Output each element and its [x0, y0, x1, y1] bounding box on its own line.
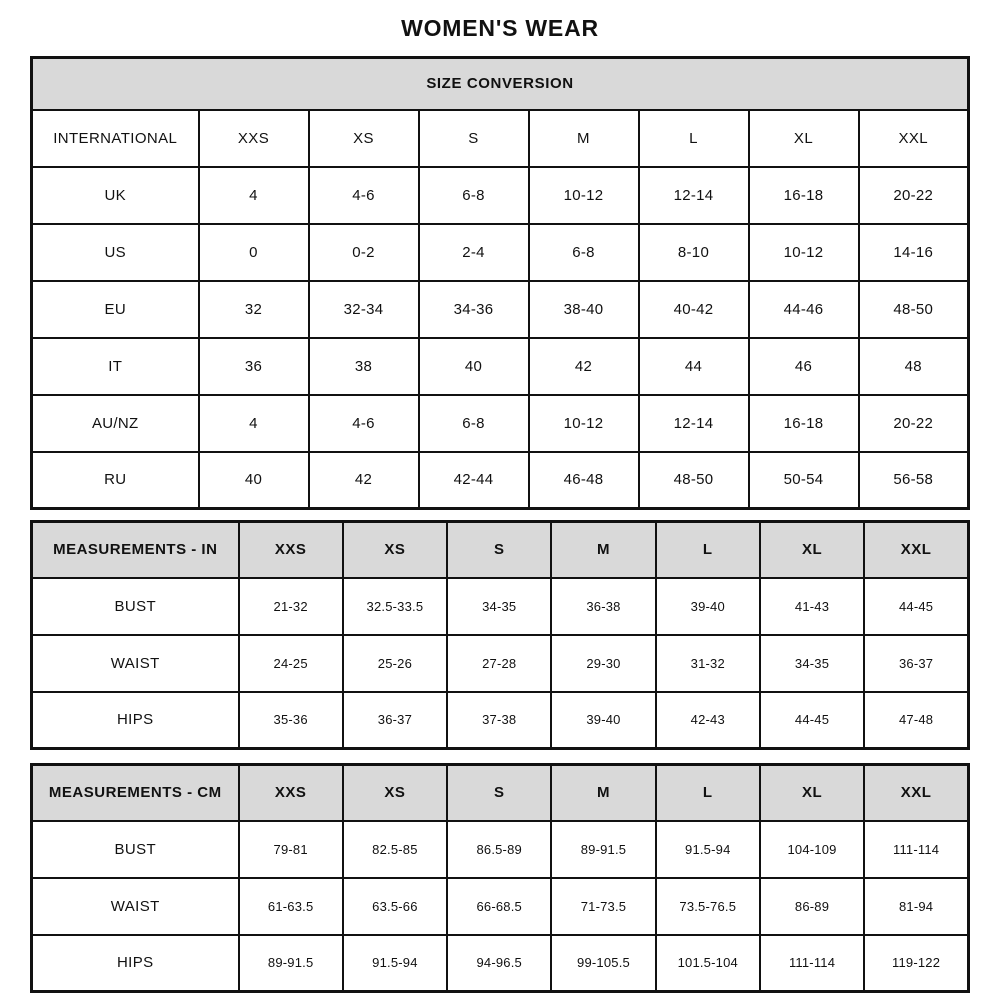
table-cell: 36 [199, 338, 309, 395]
table-cell: 2-4 [419, 224, 529, 281]
table-cell: 42 [309, 452, 419, 509]
column-header-row [32, 110, 969, 167]
table-row [32, 338, 969, 395]
measurements-cm-body [32, 821, 969, 992]
row-label: BUST [32, 821, 239, 878]
table-cell: 36-37 [343, 692, 447, 749]
table-cell: 36-37 [864, 635, 968, 692]
table-cell: 12-14 [639, 167, 749, 224]
table-cell: 63.5-66 [343, 878, 447, 935]
table-cell: 36-38 [551, 578, 655, 635]
table-cell: 44-46 [749, 281, 859, 338]
table-cell: 46 [749, 338, 859, 395]
table-cell: 86.5-89 [447, 821, 551, 878]
size-conversion-body [32, 167, 969, 509]
table-row [32, 635, 969, 692]
row-label: EU [32, 281, 199, 338]
table-row [32, 935, 969, 992]
row-label: WAIST [32, 635, 239, 692]
table-cell: 61-63.5 [239, 878, 343, 935]
table-cell: 86-89 [760, 878, 864, 935]
table-cell: 42-44 [419, 452, 529, 509]
table-cell: 31-32 [656, 635, 760, 692]
column-header: L [639, 110, 749, 167]
table-cell: 34-35 [447, 578, 551, 635]
table-cell: 101.5-104 [656, 935, 760, 992]
table-cell: 6-8 [419, 395, 529, 452]
column-header: M [529, 110, 639, 167]
column-header: XXL [864, 765, 968, 821]
table-cell: 4 [199, 395, 309, 452]
column-header-row [32, 522, 969, 578]
table-cell: 35-36 [239, 692, 343, 749]
table-cell: 38 [309, 338, 419, 395]
column-header: S [447, 522, 551, 578]
table-row [32, 224, 969, 281]
table-cell: 56-58 [859, 452, 969, 509]
column-header: XXS [199, 110, 309, 167]
row-label: HIPS [32, 935, 239, 992]
table-row [32, 281, 969, 338]
column-header: XXS [239, 765, 343, 821]
column-header-row [32, 765, 969, 821]
table-cell: 37-38 [447, 692, 551, 749]
table-cell: 91.5-94 [656, 821, 760, 878]
column-header: XS [343, 765, 447, 821]
table-cell: 32 [199, 281, 309, 338]
column-header: MEASUREMENTS - CM [32, 765, 239, 821]
measurements-in-table [30, 520, 970, 750]
table-cell: 50-54 [749, 452, 859, 509]
table-cell: 89-91.5 [551, 821, 655, 878]
table-cell: 40 [419, 338, 529, 395]
table-cell: 10-12 [529, 395, 639, 452]
row-label: IT [32, 338, 199, 395]
table-cell: 44-45 [864, 578, 968, 635]
table-row [32, 578, 969, 635]
column-header: XL [760, 522, 864, 578]
table-cell: 4 [199, 167, 309, 224]
column-header: INTERNATIONAL [32, 110, 199, 167]
column-header: MEASUREMENTS - IN [32, 522, 239, 578]
column-header: XXL [859, 110, 969, 167]
table-cell: 0 [199, 224, 309, 281]
table-cell: 40-42 [639, 281, 749, 338]
row-label: AU/NZ [32, 395, 199, 452]
table-cell: 24-25 [239, 635, 343, 692]
table-cell: 16-18 [749, 167, 859, 224]
table-cell: 32.5-33.5 [343, 578, 447, 635]
table-row [32, 395, 969, 452]
table-cell: 4-6 [309, 395, 419, 452]
table-row [32, 167, 969, 224]
table-cell: 34-36 [419, 281, 529, 338]
table-cell: 6-8 [419, 167, 529, 224]
table-cell: 104-109 [760, 821, 864, 878]
column-header: XXS [239, 522, 343, 578]
table-cell: 32-34 [309, 281, 419, 338]
table-cell: 8-10 [639, 224, 749, 281]
measurements-cm-table [30, 763, 970, 993]
table-cell: 0-2 [309, 224, 419, 281]
table-cell: 48 [859, 338, 969, 395]
table-cell: 10-12 [749, 224, 859, 281]
table-cell: 73.5-76.5 [656, 878, 760, 935]
table-cell: 39-40 [656, 578, 760, 635]
table-cell: 21-32 [239, 578, 343, 635]
column-header: XS [309, 110, 419, 167]
table-cell: 111-114 [864, 821, 968, 878]
table-cell: 41-43 [760, 578, 864, 635]
table-cell: 34-35 [760, 635, 864, 692]
table-cell: 38-40 [529, 281, 639, 338]
table-cell: 79-81 [239, 821, 343, 878]
column-header: M [551, 765, 655, 821]
table-cell: 89-91.5 [239, 935, 343, 992]
table-cell: 27-28 [447, 635, 551, 692]
table-cell: 14-16 [859, 224, 969, 281]
column-header: XL [760, 765, 864, 821]
size-conversion-table [30, 56, 970, 510]
table-row [32, 692, 969, 749]
row-label: HIPS [32, 692, 239, 749]
column-header: XS [343, 522, 447, 578]
table-cell: 111-114 [760, 935, 864, 992]
table-cell: 82.5-85 [343, 821, 447, 878]
column-header: M [551, 522, 655, 578]
table-row [32, 452, 969, 509]
table-cell: 48-50 [859, 281, 969, 338]
table-cell: 48-50 [639, 452, 749, 509]
column-header: S [419, 110, 529, 167]
table-title-row [32, 58, 969, 110]
table-cell: 29-30 [551, 635, 655, 692]
table-cell: 99-105.5 [551, 935, 655, 992]
table-cell: 44 [639, 338, 749, 395]
table-row [32, 878, 969, 935]
table-cell: 44-45 [760, 692, 864, 749]
column-header: S [447, 765, 551, 821]
table-cell: 10-12 [529, 167, 639, 224]
table-cell: 39-40 [551, 692, 655, 749]
measurements-in-body [32, 578, 969, 749]
column-header: XL [749, 110, 859, 167]
size-conversion-title: SIZE CONVERSION [32, 58, 969, 110]
row-label: RU [32, 452, 199, 509]
table-cell: 42-43 [656, 692, 760, 749]
table-cell: 81-94 [864, 878, 968, 935]
table-cell: 94-96.5 [447, 935, 551, 992]
table-cell: 4-6 [309, 167, 419, 224]
table-cell: 16-18 [749, 395, 859, 452]
table-cell: 6-8 [529, 224, 639, 281]
row-label: US [32, 224, 199, 281]
table-cell: 12-14 [639, 395, 749, 452]
table-cell: 42 [529, 338, 639, 395]
table-row [32, 821, 969, 878]
row-label: UK [32, 167, 199, 224]
table-cell: 25-26 [343, 635, 447, 692]
row-label: BUST [32, 578, 239, 635]
table-cell: 20-22 [859, 167, 969, 224]
table-cell: 71-73.5 [551, 878, 655, 935]
page-title: WOMEN'S WEAR [401, 15, 599, 41]
column-header: XXL [864, 522, 968, 578]
column-header: L [656, 765, 760, 821]
row-label: WAIST [32, 878, 239, 935]
table-cell: 47-48 [864, 692, 968, 749]
column-header: L [656, 522, 760, 578]
table-cell: 46-48 [529, 452, 639, 509]
table-cell: 91.5-94 [343, 935, 447, 992]
table-cell: 119-122 [864, 935, 968, 992]
table-cell: 20-22 [859, 395, 969, 452]
table-cell: 40 [199, 452, 309, 509]
table-cell: 66-68.5 [447, 878, 551, 935]
